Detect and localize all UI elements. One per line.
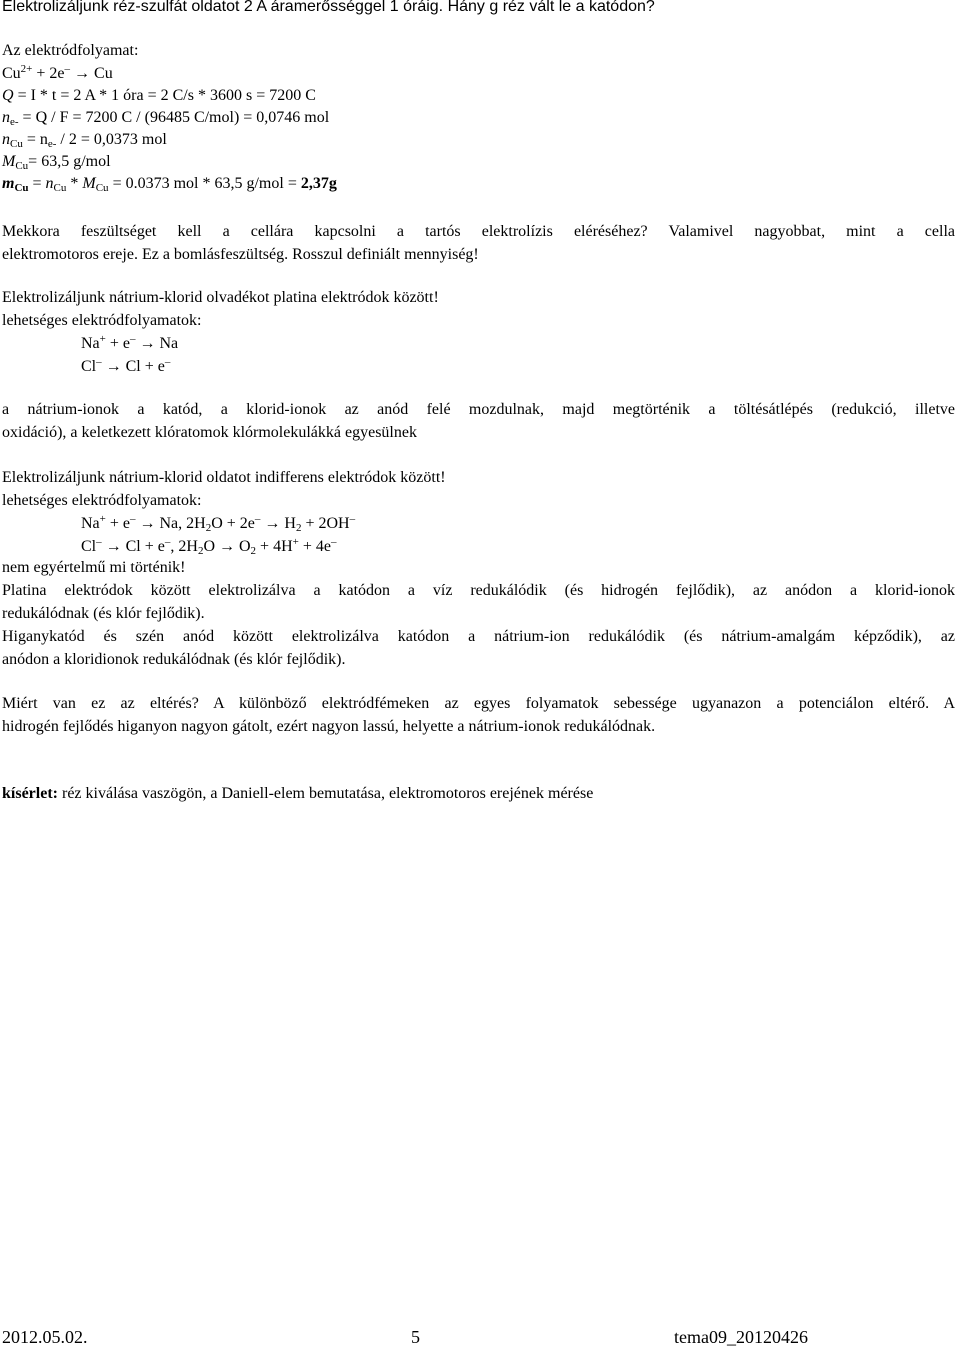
solution-processes-label: lehetséges elektródfolyamatok: <box>2 492 202 509</box>
voltage-question-line-2: elektromotoros ereje. Ez a bomlásfeszültség. Rosszul definiált mennyiség! <box>2 246 479 263</box>
why-line-2: hidrogén fejlődés higanyon nagyon gátolt, ezért nagyon lassú, helyette a nátrium-ionok redukálódnak. <box>2 718 656 735</box>
mercury-line-1: Higanykatód és szén anód között elektrolizálva katódon a nátrium-ion redukálódik (és nátrium-amalgám képződik), az <box>2 628 955 645</box>
process-label: Az elektródfolyamat: <box>2 42 139 59</box>
chloride-oxidation-equation: Cl– → Cl + e– <box>81 356 171 375</box>
footer-date: 2012.05.02. <box>2 1327 88 1347</box>
footer-page-number: 5 <box>411 1327 420 1347</box>
melt-processes-label: lehetséges elektródfolyamatok: <box>2 312 202 329</box>
copper-moles-calculation: $n_{Cu} = n_{e-} / 2 = 0,0373$ mol <box>2 131 167 150</box>
platinum-line-2: redukálódnak (és klór fejlődik). <box>2 605 205 622</box>
molar-mass-line: $M_{Cu}= 63,5$ g/mol <box>2 153 111 172</box>
uncertain-note: nem egyértelmű mi történik! <box>2 559 186 576</box>
sodium-reduction-equation: Na+ + e– → Na <box>81 333 179 352</box>
experiment-text: réz kiválása vaszögön, a Daniell-elem bemutatása, elektromotoros erejének mérése <box>57 785 594 802</box>
charge-calc-text: = I * t = 2 A * 1 óra = 2 C/s * 3600 s = 7200 C <box>17 87 316 104</box>
cathode-equations: Na+ + e– → Na, $2H_2O + 2e^- \to H_2 + 2OH^-$ <box>81 513 356 534</box>
charge-calculation: Q = I * t = 2 A * 1 óra = 2 C/s * 3600 s = 7200 C <box>2 87 316 104</box>
molar-mass-text: = 63,5 g/mol <box>28 153 111 170</box>
experiment-line <box>2 783 593 805</box>
why-line-1: Miért van ez az eltérés? A különböző elektródfémeken az egyes folyamatok sebessége ugyanazon a potenciálon eltérő. A <box>2 695 955 712</box>
solution-electrolysis-title: Elektrolizáljunk nátrium-klorid oldatot indifferens elektródok között! <box>2 469 446 486</box>
footer-document-id: tema09_20120426 <box>674 1327 808 1347</box>
electron-calc-text: = Q / F = 7200 C / (96485 C/mol) = 0,0746 mol <box>22 109 330 126</box>
mass-calculation: $m_{Cu} = n_{Cu} * M_{Cu} = 0.0373$ mol * 63,5 g/mol = 2,37g <box>2 175 337 194</box>
melt-electrolysis-title: Elektrolizáljunk nátrium-klorid olvadékot platina elektródok között! <box>2 289 439 306</box>
mass-result: 2,37g <box>300 175 337 192</box>
melt-explanation-line-2: oxidáció), a keletkezett klóratomok klórmolekulákká egyesülnek <box>2 424 417 441</box>
copper-reduction-equation: $Cu^{2+} + 2e^- \to Cu$ <box>2 63 113 82</box>
question-1: Elektrolizáljunk réz-szulfát oldatot 2 A áramerősséggel 1 óráig. Hány g réz vált le a katódon? <box>2 0 655 15</box>
anode-equations: Cl– → Cl + e–, $2H_2O \to O_2 + 4H^+ + 4e^-$ <box>81 536 337 557</box>
voltage-question-line-1: Mekkora feszültséget kell a cellára kapcsolni a tartós elektrolízis eléréséhez? Valamivel nagyobbat, mint a cella <box>2 223 955 240</box>
electron-moles-calculation: $n_{e-} = Q / F = 7200$ C / (96485 C/mol) = 0,0746 mol <box>2 109 330 128</box>
mass-calc-text: = 0.0373 mol * 63,5 g/mol = <box>112 175 301 192</box>
copper-moles-text: / 2 = 0,0373 mol <box>60 131 167 148</box>
mercury-line-2: anódon a kloridionok redukálódnak (és klór fejlődik). <box>2 651 346 668</box>
melt-explanation-line-1: a nátrium-ionok a katód, a klorid-ionok az anód felé mozdulnak, majd megtörténik a töltésátlépés (redukció, illetve <box>2 401 955 418</box>
platinum-line-1: Platina elektródok között elektrolizálva a katódon a víz redukálódik (és hidrogén fejlődik), az anódon a klorid-ionok <box>2 582 955 599</box>
experiment-label: kísérlet: <box>2 785 58 802</box>
